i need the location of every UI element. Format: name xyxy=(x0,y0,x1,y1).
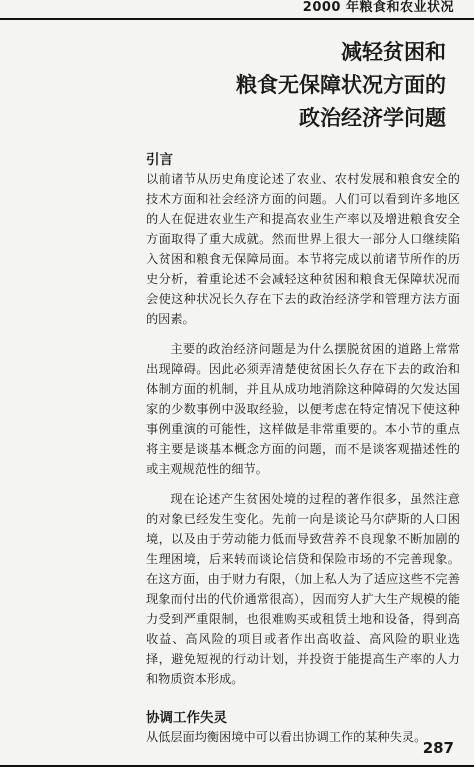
section-heading-introduction: 引言 xyxy=(146,152,173,168)
body-paragraph: 主要的政治经济问题是为什么摆脱贫困的道路上常常出现障碍。因此必须弄清楚使贫困长久存在下去的政治和体制方面的机制，并且从成功地消除这种障碍的欠发达国家的少数事例中汲取经验，以便考虑在特定情况下使这种事例重演的可能性，这样做是非常重要的。本小节的重点将主要是谈基本概念方面的问题，而不是谈客观描述性的或主观规范性的细节。 xyxy=(146,342,460,476)
title-line: 政治经济学问题 xyxy=(299,106,446,130)
title-line: 减轻贫困和 xyxy=(341,40,446,64)
section-heading-coordination-failure: 协调工作失灵 xyxy=(146,710,227,726)
body-paragraph: 以前诸节从历史角度论述了农业、农村发展和粮食安全的技术方面和社会经济方面的问题。人们可以看到许多地区的人在促进农业生产和提高农业生产率以及增进粮食安全方面取得了重大成就。然而世界上很大一部分人口继续陷入贫困和粮食无保障局面。本节将完成以前诸节所作的历史分析，着重论述不会减轻这种贫困和粮食无保障状况而会使这种状况长久存在下去的政治经济学和管理方法方面的因素。 xyxy=(146,172,460,326)
coordination-failure-body xyxy=(146,727,460,757)
running-header xyxy=(0,0,474,20)
body-paragraph: 现在论述产生贫困处境的过程的著作很多，虽然注意的对象已经发生变化。先前一向是谈论马尔萨斯的人口困境，以及由于劳动能力低而导致营养不良现象不断加剧的生理困境，后来转而谈论信贷和保险市场的不完善现象。在这方面，由于财力有限，（加上私人为了适应这些不完善现象而付出的代价通常很高），因而穷人扩大生产规模的能力受到严重限制，也很难购买或租赁土地和设备，得到高收益、高风险的项目或者作出高收益、高风险的职业选择，避免短视的行动计划，并投资于能提高生产率的人力和物质资本形成。 xyxy=(146,492,460,686)
running-title: 2000 年粮食和农业状况 xyxy=(302,0,454,15)
body-paragraph: 从低层面均衡困境中可以看出协调工作的某种失灵。 xyxy=(146,730,427,744)
title-line: 粮食无保障状况方面的 xyxy=(236,73,446,97)
chapter-title xyxy=(236,36,446,135)
page-number: 287 xyxy=(422,739,454,757)
introduction-body xyxy=(146,169,460,699)
